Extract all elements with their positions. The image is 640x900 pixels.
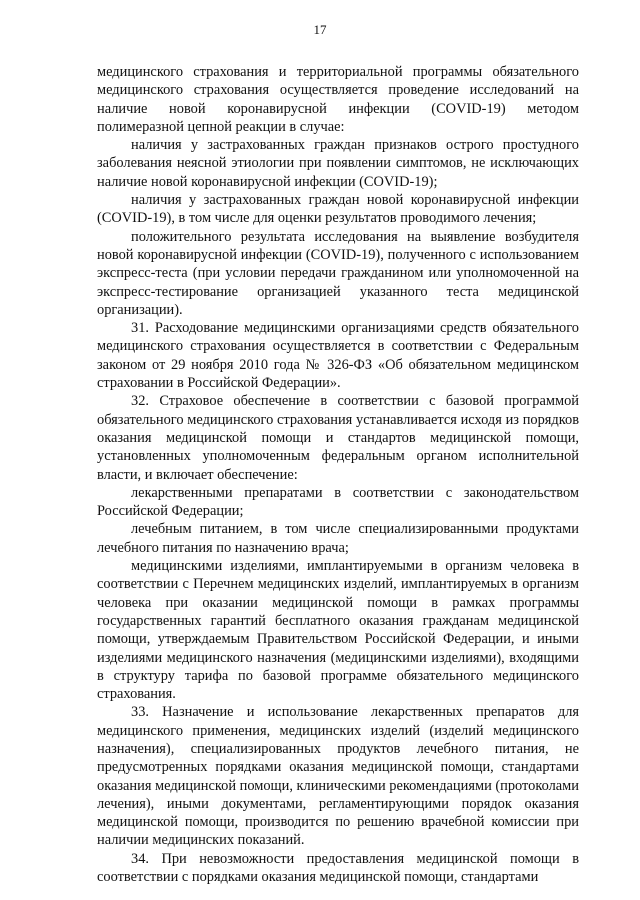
- paragraph-oms-covid-intro: медицинского страхования и территориальной программы обязательного медицинского страхования осуществляется проведение исследований на наличие новой коронавирусной инфекции (COVID-19) методом полимеразной цепной реакции в случае:: [97, 64, 579, 135]
- paragraph-nutrition: лечебным питанием, в том числе специализированными продуктами лечебного питания по назначению врача;: [97, 521, 579, 556]
- paragraph-infection-present: наличия у застрахованных граждан новой коронавирусной инфекции (COVID-19), в том числе для оценки результатов проводимого лечения;: [97, 192, 579, 227]
- paragraph-item-33: 33. Назначение и использование лекарственных препаратов для медицинского применения, медицинских изделий (изделий медицинского назначения), специализированных продуктов лечебного питания, не предусмотренных порядками оказания медицинской помощи, стандартами оказания медицинской помощи, клиническими рекомендациями (протоколами лечения), иными документами, регламентирующими порядок оказания медицинской помощи, производится по решению врачебной комиссии при наличии медицинских показаний.: [97, 704, 579, 849]
- page-number: 17: [313, 22, 327, 37]
- paragraph-express-test: положительного результата исследования на выявление возбудителя новой коронавирусной инфекции (COVID-19), полученного с использованием экспресс-теста (при условии передачи гражданином или уполномоченной на экспресс-тестирование организацией указанного теста медицинской организации).: [97, 228, 579, 318]
- paragraph-item-32: 32. Страховое обеспечение в соответствии с базовой программой обязательного медицинского страхования устанавливается исходя из порядков оказания медицинской помощи и стандартов медицинской помощи, установленных уполномоченным федеральным органом исполнительной власти, и включает обеспечение:: [97, 393, 579, 483]
- paragraph-item-34: 34. При невозможности предоставления медицинской помощи в соответствии с порядками оказания медицинской помощи, стандартами: [97, 850, 579, 886]
- paragraph-medical-devices: медицинскими изделиями, имплантируемыми в организм человека в соответствии с Перечнем медицинских изделий, имплантируемых в организм человека при оказании медицинской помощи в рамках программы государственных гарантий бесплатного оказания гражданам медицинской помощи, утверждаемым Правительством Российской Федерации, и иными изделиями медицинского назначения (медицинскими изделиями), входящими в структуру тарифа по базовой программе обязательного медицинского страхования.: [97, 558, 579, 703]
- paragraph-symptoms: наличия у застрахованных граждан признаков острого простудного заболевания неясной этиологии при появлении симптомов, не исключающих наличие новой коронавирусной инфекции (COVID-19);: [97, 137, 579, 190]
- document-body: [97, 63, 579, 886]
- paragraph-drugs: лекарственными препаратами в соответствии с законодательством Российской Федерации;: [97, 484, 579, 520]
- paragraph-item-31: 31. Расходование медицинскими организациями средств обязательного медицинского страхования осуществляется в соответствии с Федеральным законом от 29 ноября 2010 года № 326-ФЗ «Об обязательном медицинском страховании в Российской Федерации».: [97, 320, 579, 392]
